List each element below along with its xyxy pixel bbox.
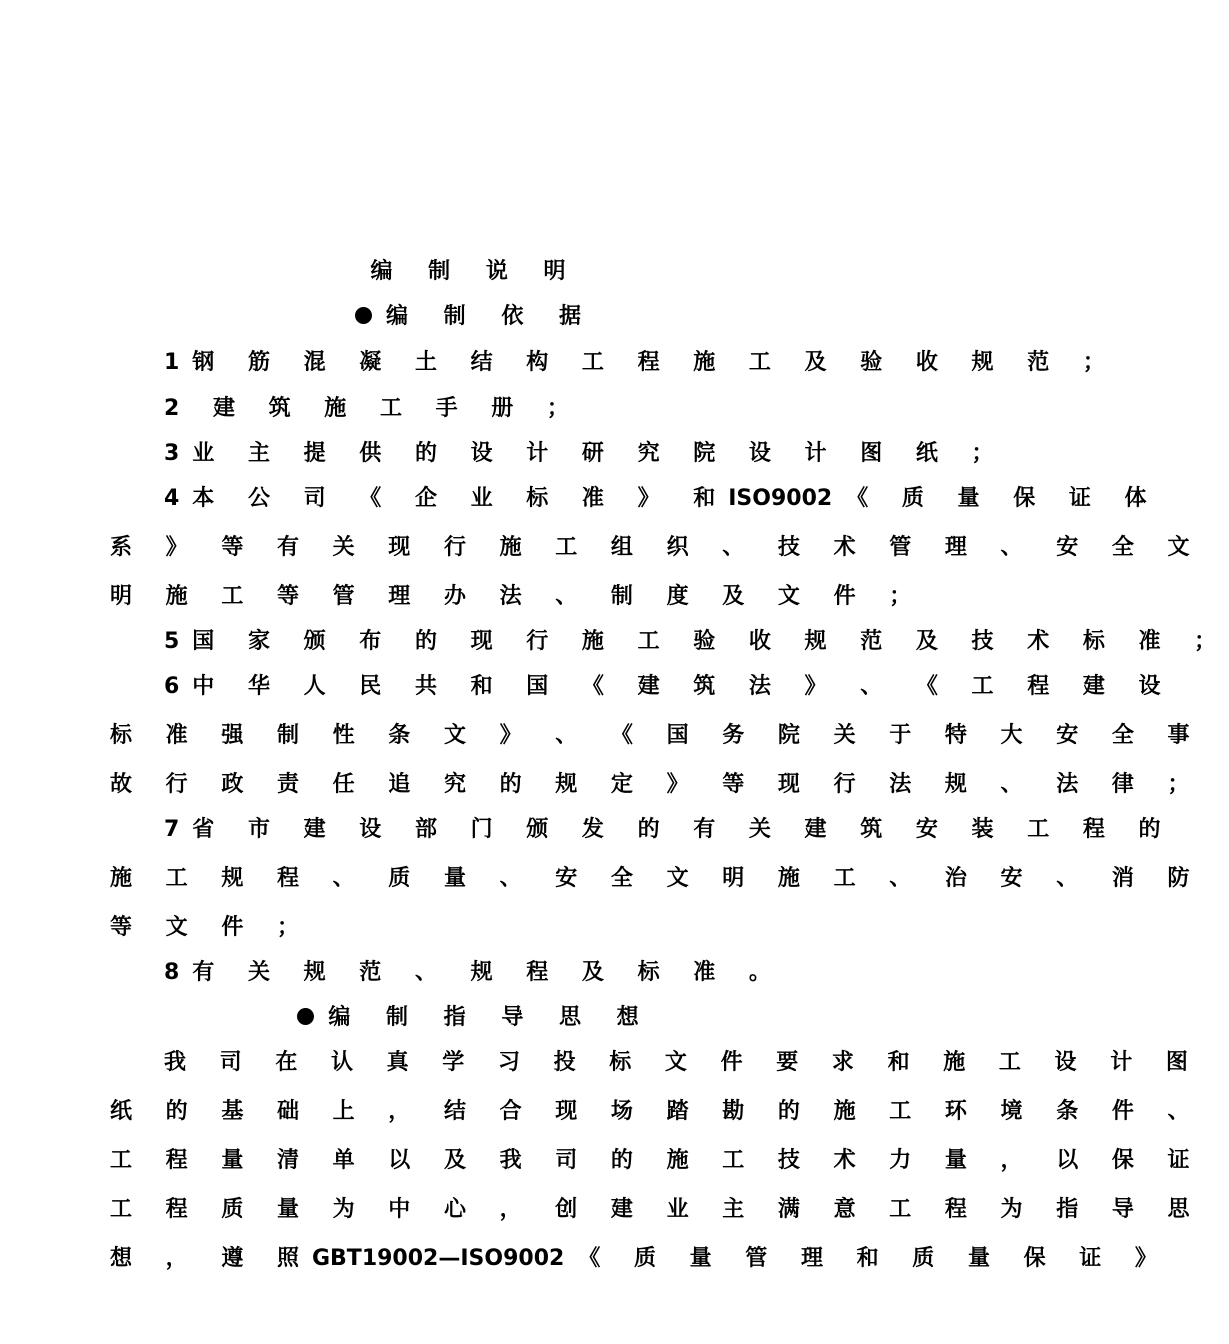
basis-item-7-cont-1: 施 工 规 程 、 质 量 、 安 全 文 明 施 工 、 治 安 、 消 防 [110, 866, 1203, 891]
basis-item-2: 2 建 筑 施 工 手 册 ； [164, 396, 582, 421]
basis-item-4-part-a: 4本 公 司 《 企 业 标 准 》 和 [164, 486, 729, 511]
section-heading-text: 编 制 依 据 [386, 304, 595, 329]
basis-item-4-part-b: 《 质 量 保 证 体 [846, 486, 1160, 511]
basis-item-4 [164, 485, 1160, 513]
bullet-icon [355, 307, 372, 324]
basis-item-5: 5国 家 颁 布 的 现 行 施 工 验 收 规 范 及 技 术 标 准 ； [164, 629, 1229, 654]
standard-code: GBT19002—ISO9002 [311, 1246, 565, 1271]
iso-code: ISO9002 [728, 486, 833, 511]
basis-item-7: 7省 市 建 设 部 门 颁 发 的 有 关 建 筑 安 装 工 程 的 [164, 817, 1174, 842]
guiding-paragraph-line-5 [110, 1245, 1170, 1273]
bullet-icon [297, 1008, 314, 1025]
basis-item-8: 8有 关 规 范 、 规 程 及 标 准 。 [164, 960, 784, 985]
guiding-line-5-part-a: 想 ， 遵 照 [110, 1246, 312, 1271]
guiding-paragraph-line-1: 我 司 在 认 真 学 习 投 标 文 件 要 求 和 施 工 设 计 图 [164, 1050, 1201, 1075]
guiding-line-5-part-b: 《 质 量 管 理 和 质 量 保 证 》 [578, 1246, 1170, 1271]
basis-item-6-cont-2: 故 行 政 责 任 追 究 的 规 定 》 等 现 行 法 规 、 法 律 ； [110, 772, 1203, 797]
guiding-paragraph-line-2: 纸 的 基 础 上 ， 结 合 现 场 踏 勘 的 施 工 环 境 条 件 、 [110, 1099, 1203, 1124]
basis-item-1: 1钢 筋 混 凝 土 结 构 工 程 施 工 及 验 收 规 范 ； [164, 350, 1118, 375]
section-heading-basis [0, 303, 950, 331]
section-heading-guiding [0, 1004, 950, 1032]
basis-item-3: 3业 主 提 供 的 设 计 研 究 院 设 计 图 纸 ； [164, 441, 1007, 466]
page-title: 编 制 说 明 [370, 259, 580, 284]
basis-item-4-cont-1: 系 》 等 有 关 现 行 施 工 组 织 、 技 术 管 理 、 安 全 文 [110, 535, 1203, 560]
basis-item-6-cont-1: 标 准 强 制 性 条 文 》 、 《 国 务 院 关 于 特 大 安 全 事 [110, 723, 1203, 748]
basis-item-6: 6中 华 人 民 共 和 国 《 建 筑 法 》 、 《 工 程 建 设 [164, 674, 1174, 699]
section-heading-text: 编 制 指 导 思 想 [328, 1005, 653, 1030]
basis-item-4-cont-2: 明 施 工 等 管 理 办 法 、 制 度 及 文 件 ； [110, 584, 925, 609]
guiding-paragraph-line-4: 工 程 质 量 为 中 心 ， 创 建 业 主 满 意 工 程 为 指 导 思 [110, 1197, 1203, 1222]
guiding-paragraph-line-3: 工 程 量 清 单 以 及 我 司 的 施 工 技 术 力 量 ， 以 保 证 [110, 1148, 1203, 1173]
basis-item-7-cont-2: 等 文 件 ； [110, 915, 312, 940]
